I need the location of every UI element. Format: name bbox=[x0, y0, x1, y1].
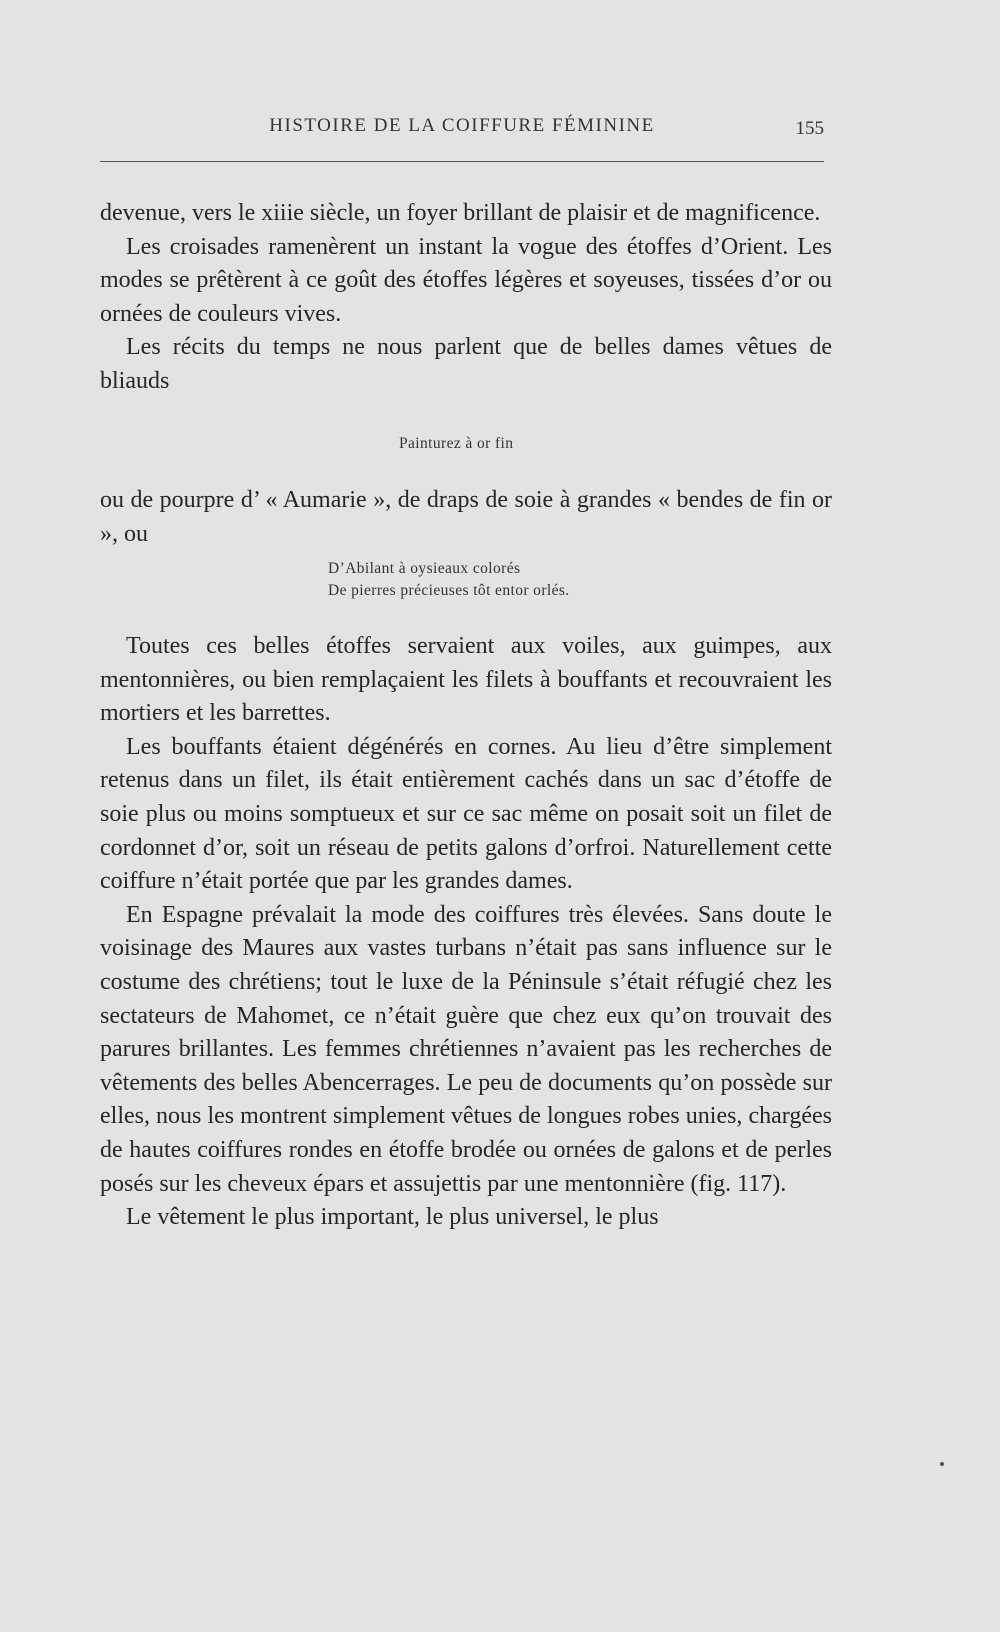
text-block-main bbox=[100, 630, 832, 1235]
verse-line: De pierres précieuses tôt entor orlés. bbox=[328, 582, 570, 599]
verse-quote-2 bbox=[328, 558, 570, 602]
paragraph-etoffes: Toutes ces belles étoffes servaient aux voiles, aux guimpes, aux mentonnières, ou bien remplaçaient les filets à bouffants et recouvraient les mortiers et les barrettes. bbox=[100, 633, 832, 727]
text-block-opening bbox=[100, 197, 832, 399]
header-rule bbox=[100, 161, 824, 162]
paragraph-croisades: Les croisades ramenèrent un instant la vogue des étoffes d’Orient. Les modes se prêtèrent à ce goût des étoffes légères et soyeuses, tissées d’or ou ornées de couleurs vives. bbox=[100, 233, 832, 327]
paragraph-continued: devenue, vers le xiiie siècle, un foyer brillant de plaisir et de magnificence. bbox=[100, 200, 821, 226]
verse-quote-1 bbox=[399, 433, 513, 455]
paragraph-recits: Les récits du temps ne nous parlent que de belles dames vêtues de bliauds bbox=[100, 334, 832, 394]
paragraph-espagne: En Espagne prévalait la mode des coiffures très élevées. Sans doute le voisinage des Maures aux vastes turbans n’était pas sans influence sur le costume des chrétiens; tout le luxe de la Péninsule s’était réfugié chez les sectateurs de Mahomet, ce n’était guère que chez eux qu’on trouvait des parures brillantes. Les femmes chrétiennes n’avaient pas les recherches de vêtements des belles Abencerrages. Le peu de documents qu’on possède sur elles, nous les montrent simplement vêtues de longues robes unies, chargées de hautes coiffures rondes en étoffe brodée ou ornées de galons et de perles posés sur les cheveux épars et assujettis par une mentonnière (fig. 117). bbox=[100, 901, 832, 1197]
paragraph-bouffants: Les bouffants étaient dégénérés en cornes. Au lieu d’être simplement retenus dans un filet, ils était entièrement cachés dans un sac d’étoffe de soie plus ou moins somptueux et sur ce sac même on posait soit un filet de cordonnet d’or, soit un réseau de petits galons d’orfroi. Naturellement cette coiffure n’était portée que par les grandes dames. bbox=[100, 733, 832, 895]
paper-speck bbox=[940, 1462, 944, 1466]
running-head bbox=[100, 115, 824, 145]
page-number: 155 bbox=[795, 118, 824, 139]
running-title: HISTOIRE DE LA COIFFURE FÉMININE bbox=[269, 115, 655, 136]
paragraph-pourpre: ou de pourpre d’ « Aumarie », de draps de soie à grandes « bendes de fin or », ou bbox=[100, 487, 832, 547]
verse-line: Painturez à or fin bbox=[399, 435, 514, 452]
paragraph-vetement: Le vêtement le plus important, le plus universel, le plus bbox=[126, 1204, 659, 1231]
verse-line: D’Abilant à oysieaux colorés bbox=[328, 560, 521, 577]
text-block-pourpre bbox=[100, 484, 832, 551]
